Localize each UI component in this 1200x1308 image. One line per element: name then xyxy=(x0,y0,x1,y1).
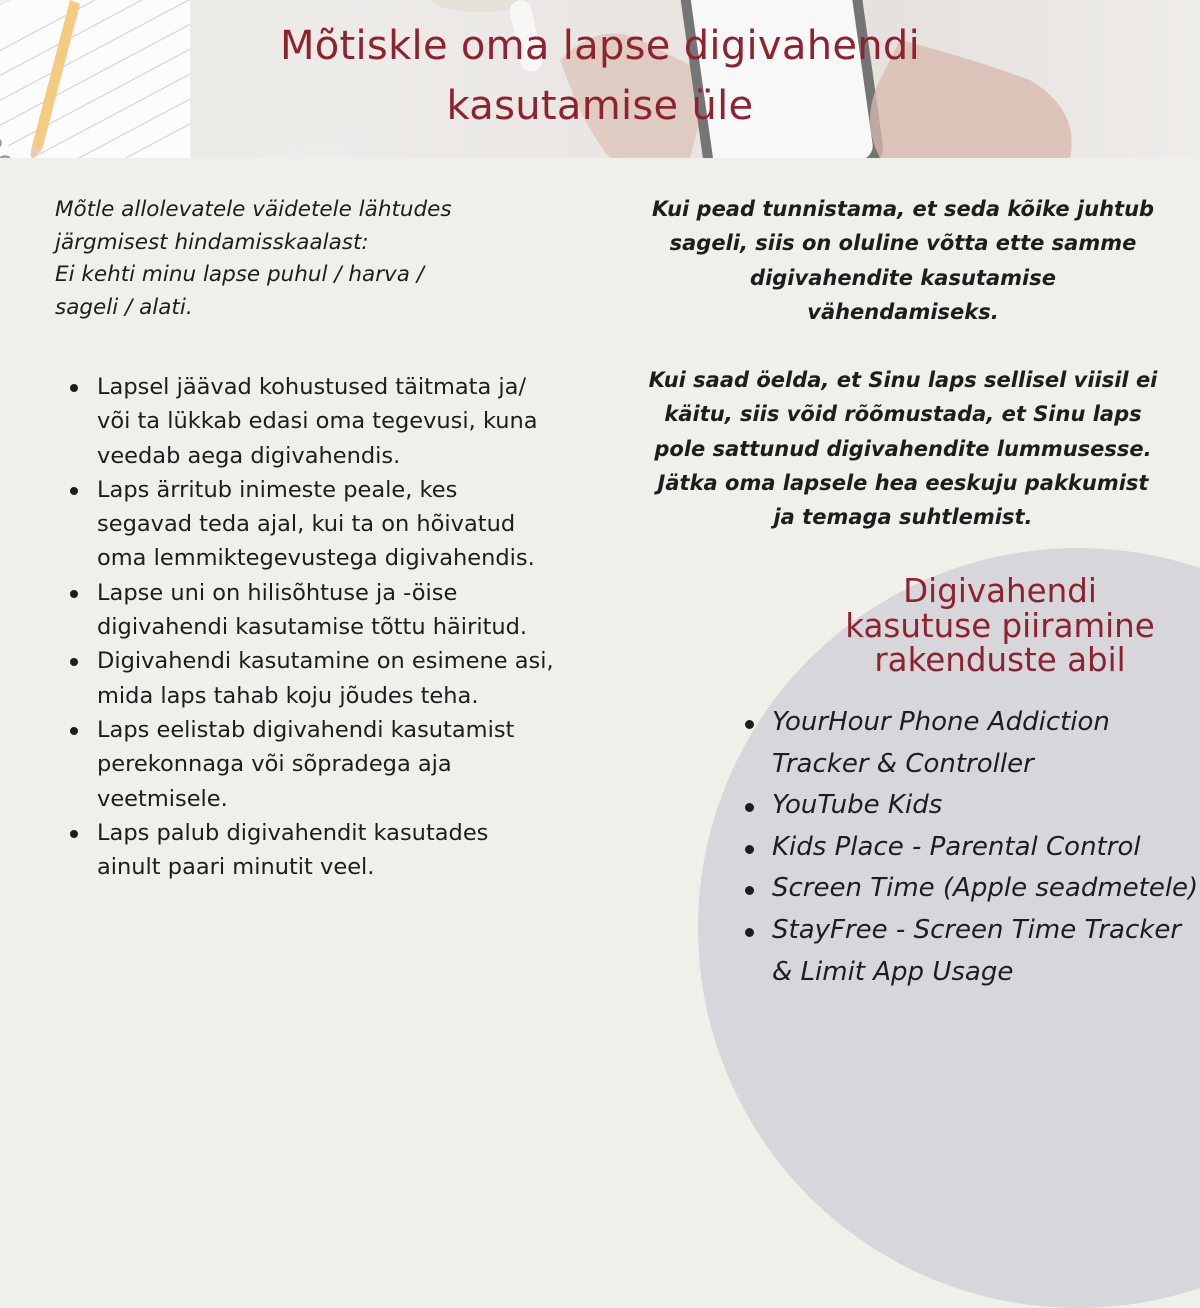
bullet-icon xyxy=(70,727,78,735)
app-name: Screen Time (Apple seadmetele) xyxy=(772,873,1199,904)
page-title-line: kasutamise üle xyxy=(446,83,754,129)
criteria-item xyxy=(55,713,555,816)
note-line: vähendamiseks. xyxy=(807,299,999,324)
apps-title-line: kasutuse piiramine xyxy=(845,606,1155,645)
intro-line: Mõtle allolevatele väidetele lähtudes xyxy=(55,197,452,222)
left-column xyxy=(55,194,555,884)
apps-title-line: rakenduste abil xyxy=(874,641,1126,679)
criteria-text: Laps ärritub inimeste peale, kes segavad teda ajal, kui ta on hõivatud oma lemmiktegevustega digivahendis. xyxy=(97,476,535,572)
intro-line: sageli / alati. xyxy=(55,294,193,320)
criteria-text: Lapse uni on hilisõhtuse ja -öise digivahendi kasutamise tõttu häiritud. xyxy=(97,579,528,641)
intro-line: Ei kehti minu lapse puhul / harva / xyxy=(55,262,425,287)
intro-line: järgmisest hindamisskaalast: xyxy=(55,229,369,255)
page-title xyxy=(0,16,1200,136)
note-line: ja temaga suhtlemist. xyxy=(773,505,1033,530)
criteria-item xyxy=(55,576,555,645)
app-name: StayFree - Screen Time Tracker & Limit App Usage xyxy=(772,914,1182,987)
note-line: Kui saad öelda, et Sinu laps sellisel viisil ei xyxy=(648,368,1158,393)
note-line: Jätka oma lapsele hea eeskuju pakkumist xyxy=(657,471,1149,496)
criteria-text: Digivahendi kasutamine on esimene asi, mida laps tahab koju jõudes teha. xyxy=(97,648,554,709)
app-item xyxy=(740,785,1200,827)
bullet-icon xyxy=(745,886,754,895)
criteria-text: Laps palub digivahendit kasutades ainult paari minutit veel. xyxy=(97,819,489,881)
behavior-criteria-list xyxy=(55,370,555,884)
criteria-item xyxy=(55,473,555,576)
apps-list xyxy=(740,702,1200,993)
app-name: YourHour Phone Addiction Tracker & Controller xyxy=(772,707,1110,779)
criteria-item xyxy=(55,644,555,713)
apps-section-title xyxy=(800,574,1200,678)
app-item xyxy=(740,827,1200,869)
bullet-icon xyxy=(745,928,754,937)
note-line: sageli, siis on oluline võtta ette samme xyxy=(669,231,1137,256)
criteria-item xyxy=(55,816,555,885)
bullet-icon xyxy=(70,590,78,598)
reduce-usage-note xyxy=(618,192,1188,329)
bullet-icon xyxy=(745,803,754,812)
app-item xyxy=(740,702,1200,785)
right-column xyxy=(618,192,1188,535)
rating-scale-intro xyxy=(55,194,555,324)
app-item xyxy=(740,868,1200,910)
note-line: Kui pead tunnistama, et seda kõike juhtub xyxy=(651,197,1155,221)
bullet-icon xyxy=(70,487,78,495)
page-title-line: Mõtiskle oma lapse digivahendi xyxy=(279,23,921,69)
bullet-icon xyxy=(70,830,78,838)
bullet-icon xyxy=(745,720,754,729)
app-name: Kids Place - Parental Control xyxy=(772,831,1141,862)
criteria-text: Lapsel jäävad kohustused täitmata ja/ või ta lükkab edasi oma tegevusi, kuna veedab aega digivahendis. xyxy=(97,374,538,469)
bullet-icon xyxy=(70,658,78,666)
criteria-text: Laps eelistab digivahendi kasutamist perekonnaga või sõpradega aja veetmisele. xyxy=(97,716,515,812)
note-line: käitu, siis võid rõõmustada, et Sinu laps xyxy=(664,402,1142,427)
criteria-item xyxy=(55,370,555,473)
header-banner xyxy=(0,0,1200,158)
bullet-icon xyxy=(745,845,754,854)
good-example-note xyxy=(618,363,1188,534)
note-line: pole sattunud digivahendite lummusesse. xyxy=(654,436,1152,461)
apps-title-line: Digivahendi xyxy=(903,572,1097,610)
app-name: YouTube Kids xyxy=(772,790,943,821)
app-item xyxy=(740,910,1200,993)
bullet-icon xyxy=(70,384,78,392)
note-line: digivahendite kasutamise xyxy=(750,265,1056,290)
